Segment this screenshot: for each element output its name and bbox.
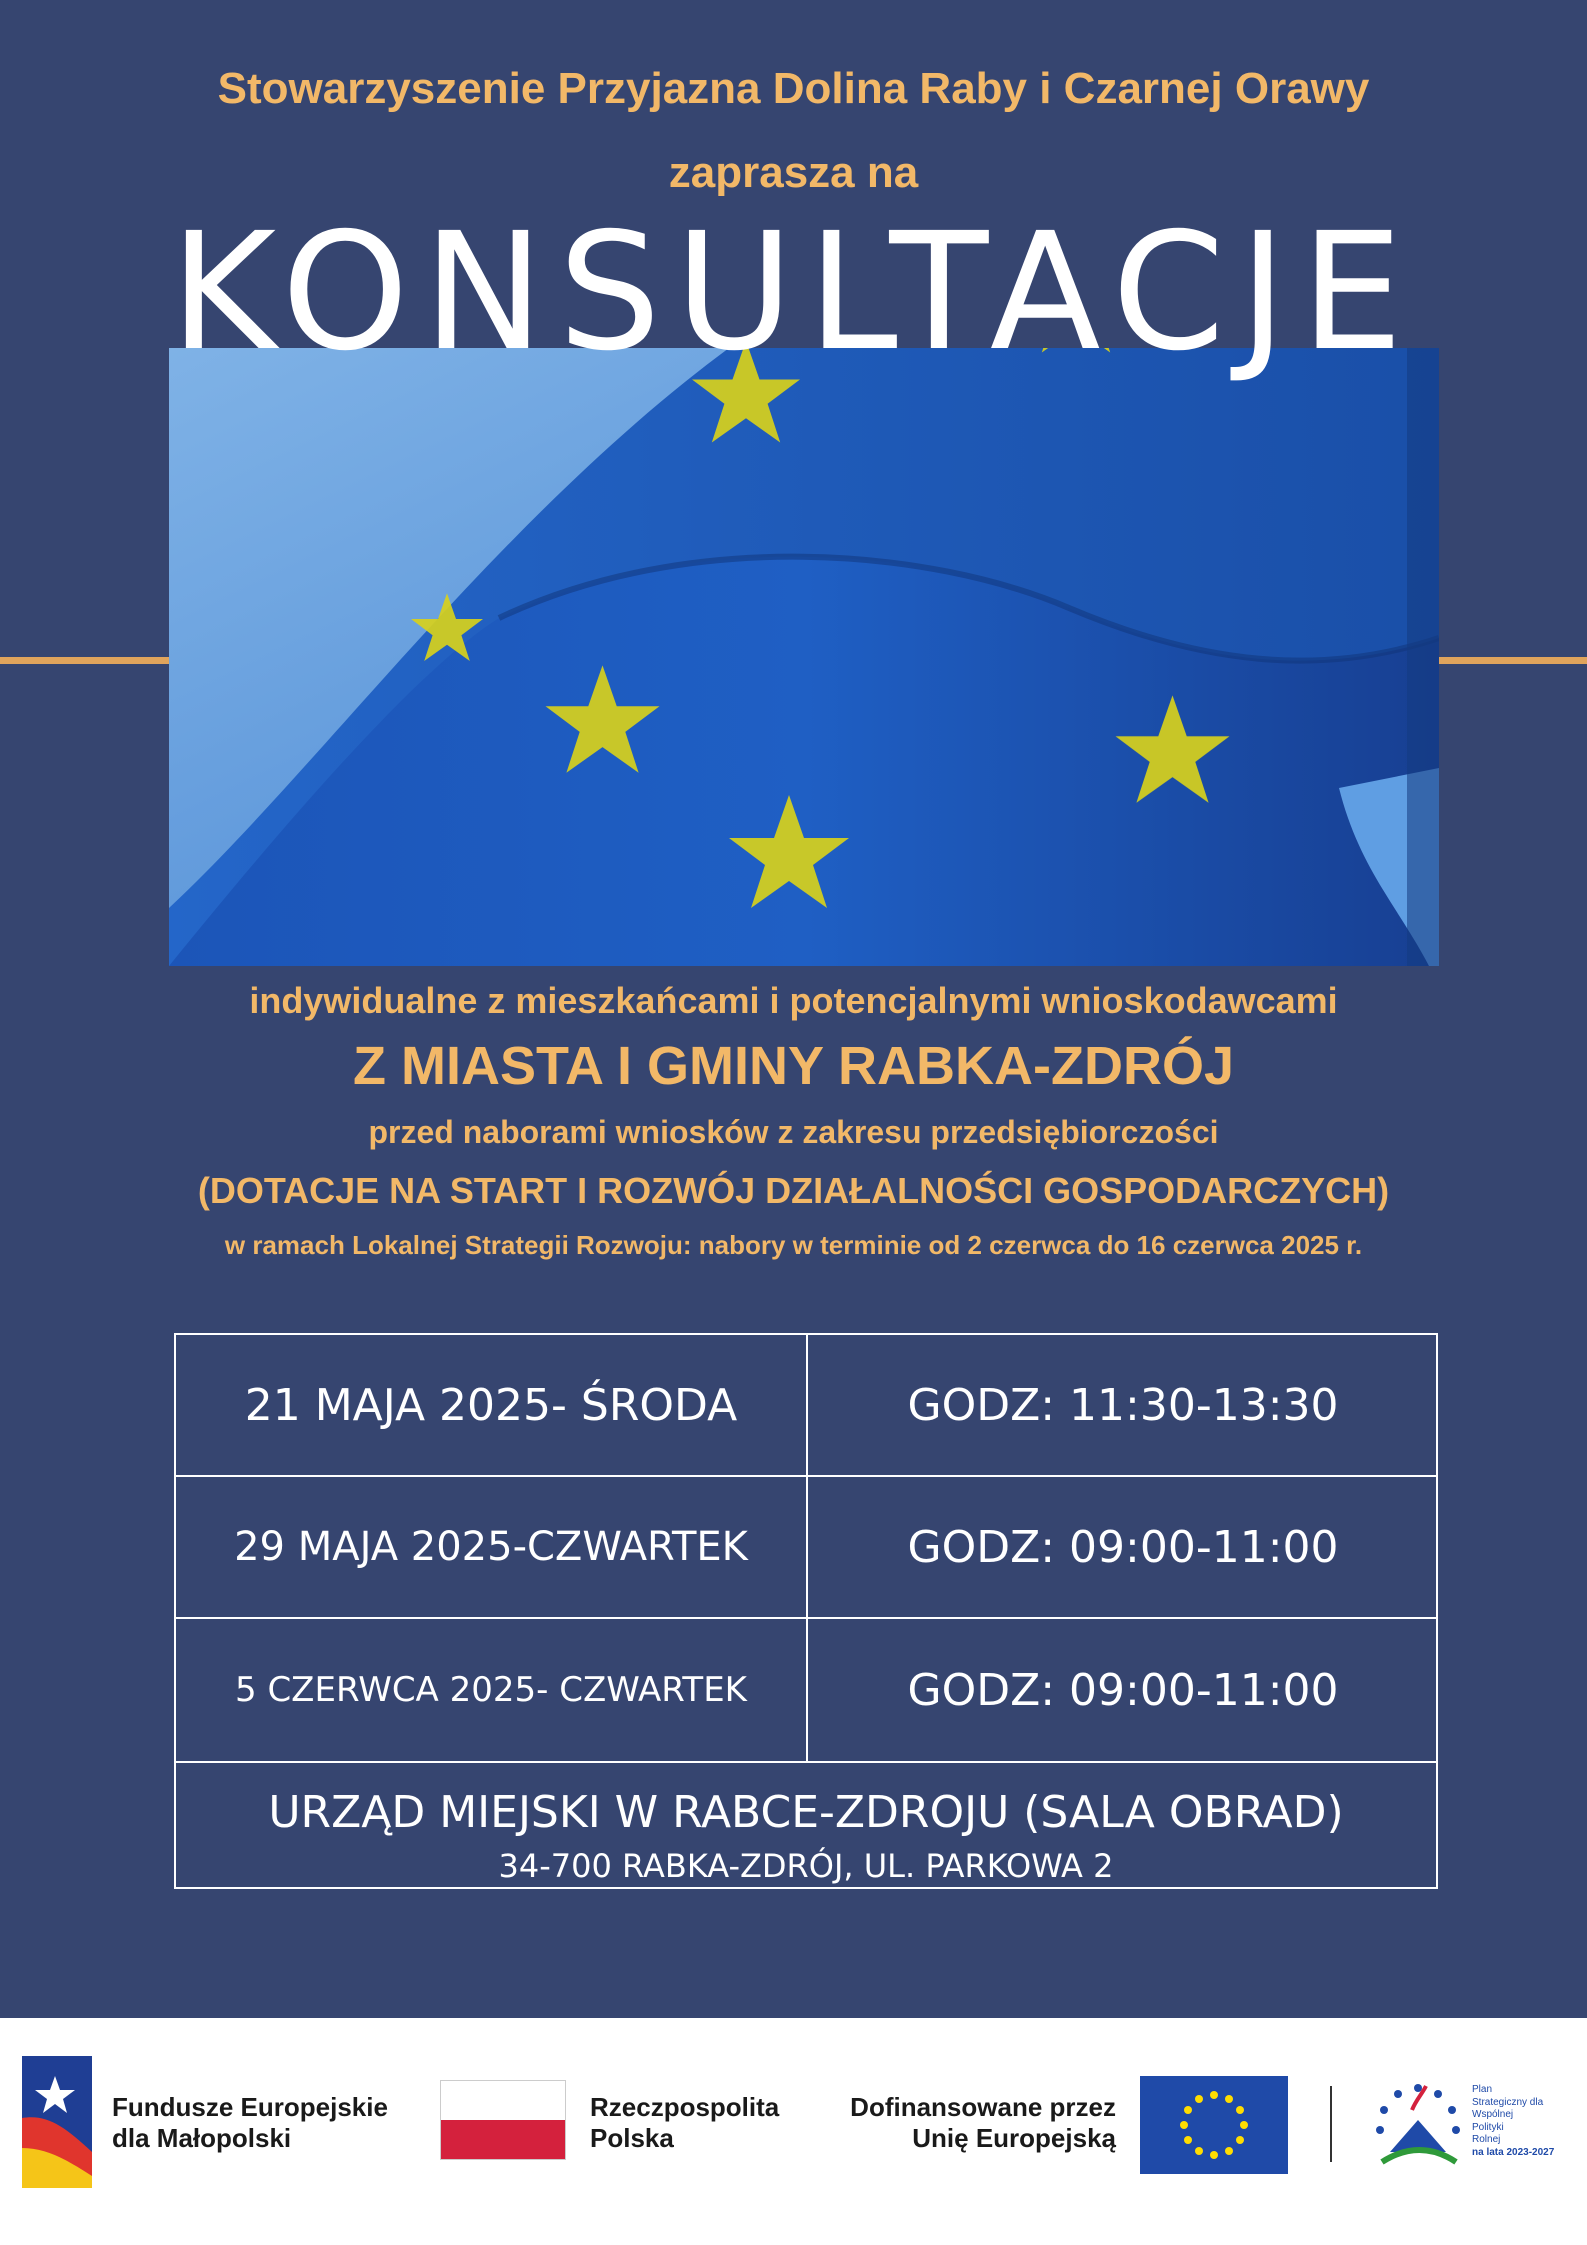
ps-line1: Plan xyxy=(1472,2084,1493,2095)
gold-divider-left xyxy=(0,657,169,664)
schedule-date: 5 CZERWCA 2025- CZWARTEK xyxy=(176,1619,808,1761)
eu-flag-photo xyxy=(169,348,1439,966)
eu-line2: Unię Europejską xyxy=(912,2123,1116,2154)
rp-label xyxy=(590,2092,779,2154)
details-municipality: Z MIASTA I GMINY RABKA-ZDRÓJ xyxy=(353,1036,1234,1096)
details-grants: (DOTACJE NA START I ROZWÓJ DZIAŁALNOŚCI GOSPODARCZYCH) xyxy=(197,1170,1390,1211)
fe-line1: Fundusze Europejskie xyxy=(112,2092,388,2122)
ps-line4: Polityki xyxy=(1472,2121,1504,2133)
organization-name: Stowarzyszenie Przyjazna Dolina Raby i Czarnej Orawy xyxy=(217,64,1370,113)
main-title: KONSULTACJE xyxy=(169,199,1418,387)
schedule-date: 29 MAJA 2025-CZWARTEK xyxy=(176,1477,808,1617)
eu-line1: Dofinansowane przez xyxy=(850,2092,1116,2122)
rp-line1: Rzeczpospolita xyxy=(590,2092,780,2122)
ps-line5: Rolnej xyxy=(1472,2134,1501,2145)
funding-footer xyxy=(0,2018,1587,2245)
schedule-time: GODZ: 09:00-11:00 xyxy=(907,1521,1339,1573)
ps-wpr-logo-icon xyxy=(1372,2080,1464,2170)
invite-text: zaprasza na xyxy=(668,148,919,197)
eu-label xyxy=(836,2092,1116,2154)
ps-line6: na lata 2023-2027 xyxy=(1472,2146,1555,2158)
fe-label xyxy=(112,2092,388,2154)
fe-line2: dla Małopolski xyxy=(112,2123,292,2154)
details-line3: przed naborami wniosków z zakresu przedsiębiorczości xyxy=(368,1114,1219,1150)
footer-separator xyxy=(1330,2086,1332,2162)
details-line1: indywidualne z mieszkańcami i potencjalnymi wnioskodawcami xyxy=(249,980,1338,1021)
ps-line2: Strategiczny dla xyxy=(1472,2096,1544,2108)
schedule-time: GODZ: 09:00-11:00 xyxy=(907,1664,1339,1716)
schedule-date: 21 MAJA 2025- ŚRODA xyxy=(176,1335,808,1475)
polish-flag-icon xyxy=(440,2080,566,2160)
venue-block xyxy=(176,1763,1436,1889)
schedule-row xyxy=(176,1619,1436,1763)
venue-address: 34-700 RABKA-ZDRÓJ, UL. PARKOWA 2 xyxy=(498,1847,1114,1885)
eu-flag-icon xyxy=(1140,2076,1288,2174)
ps-line3: Wspólnej xyxy=(1472,2109,1514,2120)
schedule-table xyxy=(174,1333,1438,1889)
schedule-time: GODZ: 11:30-13:30 xyxy=(907,1379,1339,1431)
fundusze-europejskie-logo-icon xyxy=(22,2056,92,2188)
schedule-row xyxy=(176,1477,1436,1619)
venue-name: URZĄD MIEJSKI W RABCE-ZDROJU (SALA OBRAD) xyxy=(268,1787,1344,1838)
ps-wpr-label xyxy=(1472,2084,1554,2159)
details-strategy: w ramach Lokalnej Strategii Rozwoju: nabory w terminie od 2 czerwca do 16 czerwca 2025 r. xyxy=(224,1230,1363,1260)
rp-line2: Polska xyxy=(590,2123,674,2154)
schedule-row xyxy=(176,1335,1436,1477)
gold-divider-right xyxy=(1439,657,1587,664)
eu-flag-illustration xyxy=(169,348,1439,966)
